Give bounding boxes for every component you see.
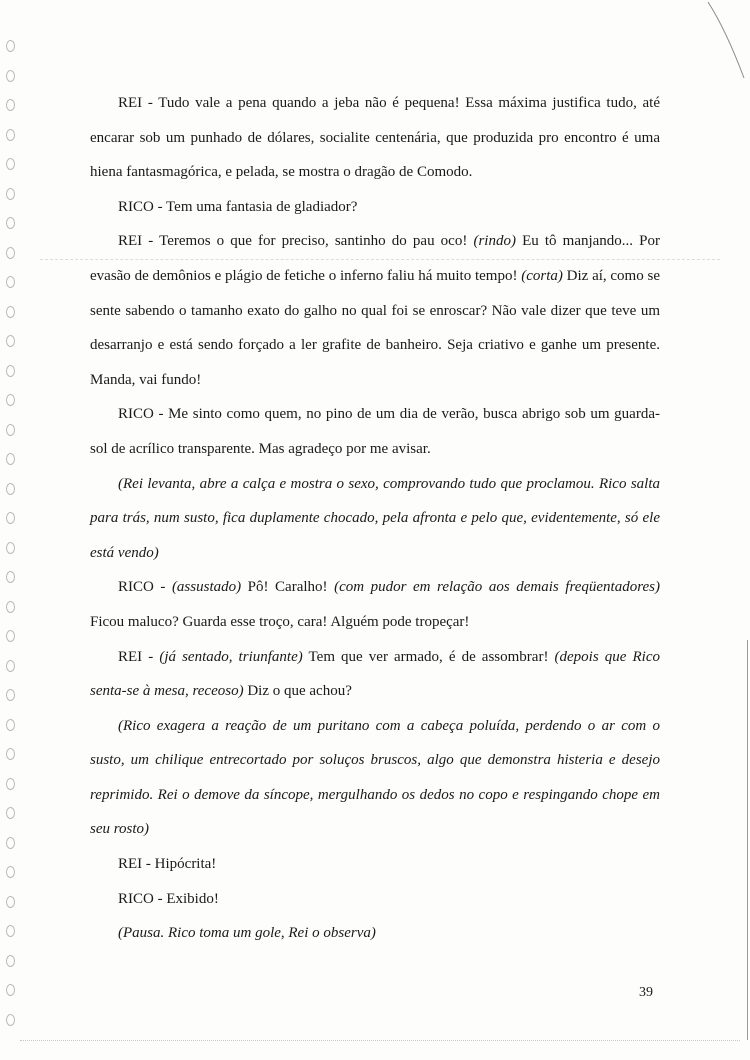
- binding-hole: [6, 188, 15, 200]
- line-text: RICO - Me sinto como quem, no pino de um dia de verão, busca abrigo sob um guarda-sol de acrílico transparente. Mas agradeço por me avisar.: [90, 406, 660, 457]
- binding-hole: [6, 99, 15, 111]
- line-text: REI - Tudo vale a pena quando a jeba não é pequena! Essa máxima justifica tudo, até encarar sob um punhado de dólares, socialite centenária, que produzida pro encontro é uma hiena fantasmagórica, e pelada, se mostra o dragão de Comodo.: [90, 95, 660, 181]
- binding-hole: [6, 689, 15, 701]
- binding-hole: [6, 748, 15, 760]
- line-text: Eu tô manjando... Por evasão de demônios e plágio de fetiche o inferno faliu há muito tempo!: [90, 233, 661, 284]
- binding-hole: [6, 394, 15, 406]
- binding-holes: [6, 40, 16, 1050]
- binding-hole: [6, 896, 15, 908]
- stage-direction: [90, 467, 660, 571]
- binding-hole: [6, 778, 15, 790]
- binding-hole: [6, 1014, 15, 1026]
- binding-hole: [6, 601, 15, 613]
- binding-hole: [6, 217, 15, 229]
- binding-hole: [6, 424, 15, 436]
- binding-hole: [6, 925, 15, 937]
- binding-hole: [6, 719, 15, 731]
- scan-bottom-line: [20, 1040, 740, 1041]
- stage-direction: [90, 709, 660, 847]
- stage-note: (rindo): [473, 233, 516, 250]
- line-text: Diz o que achou?: [243, 683, 352, 700]
- page-number: 39: [639, 985, 653, 1000]
- line-text: RICO - Tem uma fantasia de gladiador?: [118, 198, 358, 215]
- stage-note: (Rico exagera a reação de um puritano com a cabeça poluída, perdendo o ar com o susto, um chilique entrecortado por soluços bruscos, algo que demonstra histeria e desejo reprimido. Rei o demove da síncope, mergulhando os dedos no copo e respingando chope em seu rosto): [90, 717, 660, 838]
- binding-hole: [6, 306, 15, 318]
- binding-hole: [6, 984, 15, 996]
- dialogue-line: [90, 190, 660, 225]
- stage-note: (Pausa. Rico toma um gole, Rei o observa): [118, 925, 376, 942]
- binding-hole: [6, 630, 15, 642]
- line-text: Pô! Caralho!: [241, 579, 335, 596]
- binding-hole: [6, 40, 15, 52]
- line-text: REI - Hipócrita!: [118, 856, 217, 873]
- stage-note: (depois que Rico senta-se à mesa, receoso): [90, 648, 660, 700]
- binding-hole: [6, 571, 15, 583]
- line-text: Diz aí, como se sente sabendo o tamanho exato do galho no qual foi se enroscar? Não vale dizer que teve um desarranjo e está sendo forçado a ler grafite de banheiro. Seja criativo e ganhe um presente. Manda, vai fundo!: [90, 267, 660, 388]
- binding-hole: [6, 247, 15, 259]
- binding-hole: [6, 453, 15, 465]
- binding-hole: [6, 807, 15, 819]
- binding-hole: [6, 866, 15, 878]
- binding-hole: [6, 335, 15, 347]
- line-text: Tem que ver armado, é de assombrar!: [302, 648, 555, 665]
- stage-note: (Rei levanta, abre a calça e mostra o sexo, comprovando tudo que proclamou. Rico salta para trás, num susto, fica duplamente chocado, pela afronta e pelo que, evidentemente, só ele está vendo): [90, 475, 660, 561]
- binding-hole: [6, 542, 15, 554]
- stage-note: (assustado): [171, 579, 242, 596]
- scan-edge-line: [747, 640, 748, 1040]
- line-text: Ficou maluco? Guarda esse troço, cara! Alguém pode tropeçar!: [90, 613, 470, 630]
- dialogue-line: [90, 224, 660, 397]
- line-text: RICO - Exibido!: [118, 890, 219, 907]
- binding-hole: [6, 483, 15, 495]
- line-text: REI -: [118, 648, 160, 665]
- binding-hole: [6, 129, 15, 141]
- dialogue-line: [90, 86, 660, 190]
- dialogue-line: [90, 397, 660, 466]
- dialogue-line: [90, 847, 660, 882]
- binding-hole: [6, 512, 15, 524]
- binding-hole: [6, 837, 15, 849]
- binding-hole: [6, 158, 15, 170]
- binding-hole: [6, 70, 15, 82]
- binding-hole: [6, 276, 15, 288]
- dialogue-line: [90, 882, 660, 917]
- stage-direction: [90, 916, 660, 951]
- binding-hole: [6, 955, 15, 967]
- stage-note: (corta): [521, 267, 563, 284]
- dialogue-line: [90, 640, 660, 709]
- binding-hole: [6, 660, 15, 672]
- binding-hole: [6, 365, 15, 377]
- line-text: RICO -: [118, 579, 172, 596]
- scan-corner-mark: [706, 0, 746, 80]
- script-text-body: [90, 86, 660, 951]
- stage-note: (com pudor em relação aos demais freqüentadores): [334, 579, 660, 596]
- line-text: REI - Teremos o que for preciso, santinho do pau oco!: [118, 233, 474, 250]
- stage-note: (já sentado, triunfante): [159, 648, 303, 665]
- dialogue-line: [90, 570, 660, 639]
